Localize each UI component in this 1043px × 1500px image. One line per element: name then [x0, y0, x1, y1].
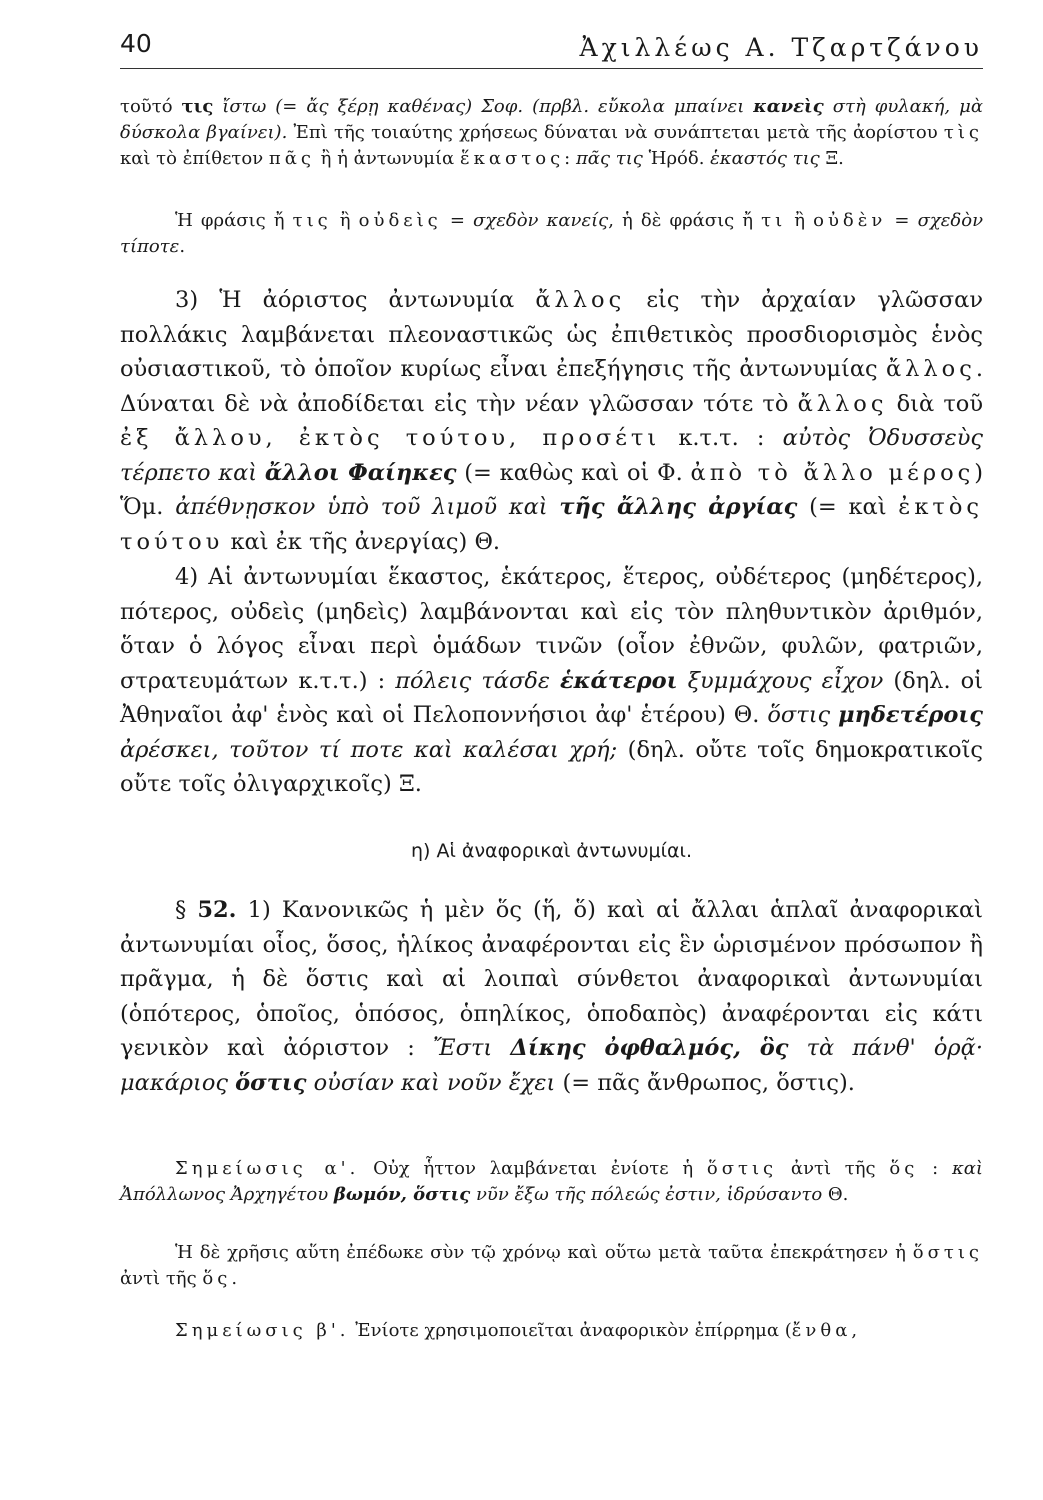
spaced-term: ἐξ ἄλλου, ἐκτὸς τούτου, προσέτι [120, 425, 661, 451]
section-number: 52. [197, 897, 237, 923]
spaced-term: ἄλλος [885, 356, 976, 382]
section-heading: η) Αἱ ἀναφορικαὶ ἀντωνυμίαι. [410, 840, 693, 862]
spaced-term: ἕκαστος [459, 148, 565, 169]
text-run: Ἡ φράσις ἤ [175, 210, 293, 231]
paragraph-3 [120, 283, 983, 559]
italic-example: ξυμμάχους εἶχον [677, 667, 884, 694]
text-run: Ξ. [819, 148, 844, 169]
paragraph-intro [120, 94, 983, 172]
italic-example: εὔκολα μπαίνει [598, 96, 754, 117]
note-alpha [120, 1156, 983, 1208]
italic-example: ὅστις [767, 702, 839, 728]
note-label: Σημείωσις β'. [175, 1320, 350, 1341]
bold-term: κανεὶς [753, 96, 824, 117]
text-run: Ἡ δὲ χρῆσις αὕτη ἐπέδωκε σὺν τῷ χρόνῳ καὶ οὕτω μετὰ ταῦτα ἐπεκράτησεν ἡ [175, 1242, 913, 1263]
text-run: (δηλ. οἱ Ἀθηναῖοι ἀφ' ἑνὸς καὶ οἱ Πελοποννήσιοι ἀφ' ἑτέρου) Θ. [120, 667, 984, 728]
bold-term: ἄλλοι Φαίηκες [264, 459, 457, 486]
bold-term: ἑκάτεροι [559, 667, 678, 694]
text-run: διὰ τοῦ [887, 390, 983, 417]
spaced-term: ὅστις [912, 1242, 983, 1263]
italic-example: Ἔστι [432, 1035, 511, 1061]
italic-example: σχεδὸν τίποτε [120, 210, 984, 257]
note-alpha-continued [120, 1240, 983, 1292]
spaced-term: ὅς [202, 1268, 232, 1289]
paragraph-52 [120, 893, 983, 1100]
text-run: : [564, 148, 576, 169]
text-run: Ἐπὶ τῆς τοιαύτης χρήσεως δύναται νὰ συνάπτεται μετὰ τῆς ἀορίστου [293, 122, 944, 143]
text-run: κ.τ.τ. : [660, 425, 783, 451]
text-run: = [441, 210, 473, 231]
bold-term: τῆς ἄλλης ἀργίας [559, 494, 798, 520]
spaced-term: ἄλλος [535, 287, 626, 313]
italic-example: νῦν ἔξω τῆς πόλεώς ἐστιν, ἱδρύσαντο [470, 1184, 823, 1205]
text-run: (= πᾶς ἄνθρωπος, ὅστις). [555, 1069, 855, 1096]
italic-example: πόλεις τάσδε [395, 667, 560, 694]
text-run: ἴστω (= ἄς ξέρῃ καθένας) Σοφ. (πρβλ. [213, 96, 599, 117]
text-run: ἢ [331, 210, 359, 231]
italic-example: αὐτὸς Ὀδυσσεὺς τέρπετο καὶ [120, 425, 983, 486]
running-head: Ἀχιλλέως Α. Τζαρτζάνου [579, 33, 983, 62]
paragraph-phrase [120, 208, 983, 260]
note-beta [120, 1318, 983, 1344]
spaced-term: ὅστις [706, 1158, 778, 1179]
text-run: καὶ ἐκ τῆς ἀνεργίας) Θ. [223, 528, 501, 555]
paragraph-4 [120, 560, 983, 802]
spaced-term: ἐκτὸς τούτου [120, 494, 984, 555]
italic-example: πᾶς τις [575, 148, 643, 169]
spaced-term: τις [292, 210, 332, 231]
text-run: Οὐχ ἧττον λαμβάνεται ἐνίοτε ἡ [359, 1158, 707, 1179]
text-run: τοῦτό [120, 96, 182, 117]
bold-term: ὅστις [235, 1069, 307, 1096]
text-run: ἢ [786, 210, 814, 231]
italic-example: σχεδὸν κανείς [473, 210, 609, 231]
text-run: Θ. [822, 1184, 849, 1205]
spaced-term: ἀπὸ τὸ ἄλλο μέρος [690, 459, 975, 486]
spaced-term: ἔνθα [791, 1320, 852, 1341]
text-run: εἰς τὴν ἀρχαίαν γλῶσσαν πολλάκις λαμβάνεται πλεοναστικῶς ὡς ἐπιθετικὸς προσδιορισμὸς ἑνὸς οὐσιαστικοῦ, τὸ ὁποῖον κυρίως εἶναι ἐπεξήγησις τῆς ἀντωνυμίας [120, 287, 983, 382]
text-run: , ἡ δὲ φράσις ἤ [608, 210, 762, 231]
italic-example: στὴ φυλακή, μὰ δύσκολα βγαίνει). [120, 96, 983, 143]
spaced-term: τὶς [943, 122, 983, 143]
text-run: . [231, 1268, 238, 1289]
text-run: : [918, 1158, 952, 1179]
italic-example: οὐσίαν καὶ νοῦν ἔχει [306, 1069, 556, 1096]
text-run: § [175, 897, 198, 923]
text-run: . Δύναται δὲ νὰ ἀποδίδεται εἰς τὴν νέαν γλῶσσαν τότε τὸ [120, 356, 983, 417]
text-run: (= καὶ [797, 494, 899, 520]
text-run: Ἐνίοτε χρησιμοποιεῖται ἀναφορικὸν ἐπίρρημα ( [349, 1320, 792, 1341]
spaced-term: οὐδὲν [813, 210, 887, 231]
note-label: Σημείωσις α'. [175, 1158, 360, 1179]
text-run: καὶ τὸ ἐπίθετον [120, 148, 269, 169]
text-run: (δηλ. οὔτε τοῖς δημοκρατικοῖς οὔτε τοῖς ὀλιγαρχικοῖς) Ξ. [120, 736, 983, 797]
spaced-term: πᾶς [268, 148, 315, 169]
page-number: 40 [120, 29, 152, 58]
spaced-term: οὐδεὶς [358, 210, 442, 231]
bold-term: βωμόν, ὅστις [333, 1184, 471, 1205]
bold-term: μηδετέροις [838, 702, 983, 728]
text-run: ἀντὶ τῆς [777, 1158, 890, 1179]
bold-term: Δίκης ὀφθαλμός, ὃς [510, 1035, 789, 1061]
text-run: Ἡρόδ. [642, 148, 711, 169]
italic-example: καὶ Ἀπόλλωνος Ἀρχηγέτου [120, 1158, 983, 1205]
text-run: = [886, 210, 918, 231]
bold-term: τις [181, 96, 214, 117]
spaced-term: ὅς [889, 1158, 919, 1179]
spaced-term: τι [761, 210, 787, 231]
italic-example: τὰ πάνθ' ὁρᾷ· μακάριος [120, 1035, 983, 1096]
spaced-term: ἄλλος [797, 390, 888, 417]
text-run: 3) Ἡ ἀόριστος ἀντωνυμία [175, 287, 536, 313]
text-run: ἢ ἡ ἀντωνυμία [314, 148, 460, 169]
text-run: 4) Αἱ ἀντωνυμίαι ἕκαστος, ἑκάτερος, ἕτερος, οὐδέτερος (μηδέτερος), πότερος, οὐδεὶς (μηδεὶς) λαμβάνονται καὶ εἰς τὸν πληθυντικὸν ἀριθμόν, ὅταν ὁ λόγος εἶναι περὶ ὁμάδων τινῶν (οἷον ἐθνῶν, φυλῶν, φατριῶν, στρατευμάτων κ.τ.τ.) : [120, 564, 983, 694]
page-header [120, 22, 983, 69]
italic-example: ἀρέσκει, τοῦτον τί ποτε καὶ καλέσαι χρή; [120, 736, 618, 763]
text-run: 1) Κανονικῶς ἡ μὲν ὅς (ἥ, ὅ) καὶ αἱ ἄλλαι ἁπλαῖ ἀναφορικαὶ ἀντωνυμίαι οἷος, ὅσος, ἡλίκος ἀναφέρονται εἰς ἓν ὡρισμένον πρόσωπον ἢ πρᾶγμα, ἡ δὲ ὅστις καὶ αἱ λοιπαὶ σύνθετοι ἀναφορικαὶ ἀντωνυμίαι (ὁπότερος, ὁποῖος, ὁπόσος, ὁπηλίκος, ὁποδαπὸς) ἀναφέρονται εἰς κάτι γενικὸν καὶ ἀόριστον : [120, 897, 983, 1061]
italic-example: ἑκαστός τις [710, 148, 820, 169]
text-run: . [179, 236, 186, 257]
text-run: (= καθὼς καὶ οἱ Φ. [456, 459, 691, 486]
text-run: ἀντὶ τῆς [120, 1268, 203, 1289]
text-run: , [851, 1320, 858, 1341]
italic-example: ἀπέθνῃσκον ὑπὸ τοῦ λιμοῦ καὶ [175, 494, 560, 520]
text-run: ) Ὅμ. [120, 459, 983, 520]
